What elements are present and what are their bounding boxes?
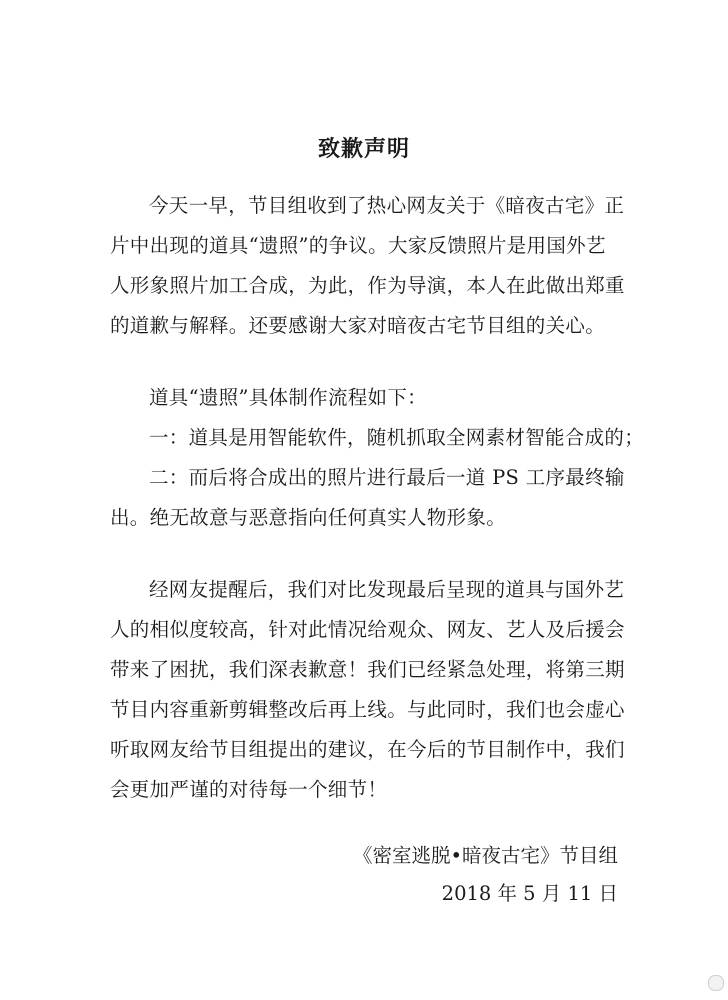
text-line: 道具“遗照”具体制作流程如下： [149, 386, 427, 409]
text-line: 带来了困扰，我们深表歉意！我们已经紧急处理，将第三期 [110, 658, 625, 681]
text-line: 经网友提醒后，我们对比发现最后呈现的道具与国外艺 [149, 578, 625, 601]
paragraph-apology [110, 186, 625, 346]
text-line: 人形象照片加工合成，为此，作为导演，本人在此做出郑重 [110, 274, 625, 297]
text-line: 今天一早，节目组收到了热心网友关于《暗夜古宅》正 [149, 194, 625, 217]
text-line: 节目内容重新剪辑整改后再上线。与此同时，我们也会虚心 [110, 698, 625, 721]
text-line: 人的相似度较高，针对此情况给观众、网友、艺人及后援会 [110, 618, 625, 641]
text-line: 二：而后将合成出的照片进行最后一道 PS 工序最终输 [149, 466, 625, 489]
text-line: 听取网友给节目组提出的建议，在今后的节目制作中，我们 [110, 738, 625, 761]
text-line: 片中出现的道具“遗照”的争议。大家反馈照片是用国外艺 [110, 234, 606, 257]
watermark-badge-icon [708, 975, 724, 991]
text-line: 出。绝无故意与恶意指向任何真实人物形象。 [110, 506, 507, 529]
signature-date: 2018 年 5 月 11 日 [441, 882, 618, 905]
paragraph-remedy [110, 570, 625, 810]
text-line: 的道歉与解释。还要感谢大家对暗夜古宅节目组的关心。 [110, 314, 606, 337]
page-title: 致歉声明 [317, 137, 410, 162]
signature-organization: 《密室逃脱•暗夜古宅》节目组 [352, 844, 618, 867]
text-line: 一：道具是用智能软件，随机抓取全网素材智能合成的； [149, 426, 645, 449]
text-line: 会更加严谨的对待每一个细节！ [110, 778, 388, 801]
paragraph-production-process [110, 378, 645, 538]
